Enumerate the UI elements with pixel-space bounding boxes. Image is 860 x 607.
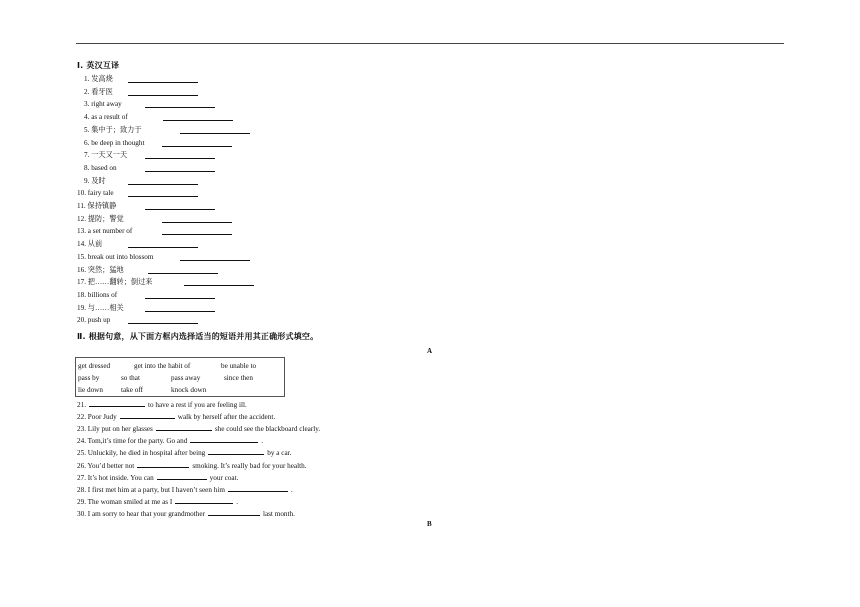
answer-blank[interactable] (145, 311, 215, 312)
vocab-item-label: 19. 与……相关 (77, 303, 124, 312)
sentence-row (77, 412, 275, 422)
sentence-row (77, 461, 307, 471)
answer-blank[interactable] (145, 171, 215, 172)
header-rule (76, 43, 784, 44)
vocab-item-label: 8. based on (84, 163, 117, 172)
answer-blank[interactable] (208, 448, 264, 455)
sentence-text: last month. (262, 509, 295, 518)
sentence-text: . (236, 497, 239, 506)
sentence-text: to have a rest if you are feeling ill. (147, 401, 247, 409)
sentence-text: your coat. (209, 473, 239, 482)
answer-blank[interactable] (128, 82, 198, 83)
phrase: be unable to (221, 362, 257, 370)
answer-blank[interactable] (184, 285, 254, 286)
sentence-row (77, 424, 320, 434)
sentence-row (77, 400, 247, 410)
phrase: knock down (171, 386, 207, 394)
section-2-title: Ⅱ. 根据句意，从下面方框内选择适当的短语并用其正确形式填空。 (77, 332, 319, 341)
phrase: since then (224, 374, 253, 382)
phrase: pass by (78, 374, 100, 382)
answer-blank[interactable] (128, 196, 198, 197)
answer-blank[interactable] (180, 133, 250, 134)
phrase: get dressed (78, 362, 111, 370)
answer-blank[interactable] (128, 184, 198, 185)
phrase: get into the habit of (134, 362, 191, 370)
answer-blank[interactable] (157, 473, 207, 480)
answer-blank[interactable] (148, 273, 218, 274)
vocab-item-label: 2. 看牙医 (84, 87, 113, 96)
vocab-item-label: 12. 提防；警觉 (77, 214, 124, 223)
vocab-item-label: 13. a set number of (77, 227, 133, 236)
vocab-item-label: 14. 从前 (77, 240, 103, 249)
sentence-text: 25. Unluckily, he died in hospital after being (77, 449, 206, 458)
sentence-text: 22. Poor Judy (77, 413, 117, 422)
phrase-box (75, 357, 285, 397)
vocab-item-label: 16. 突然；猛地 (77, 265, 124, 274)
vocab-item-label: 15. break out into blossom (77, 252, 154, 261)
sentence-row (77, 509, 295, 519)
part-b-label: B (427, 520, 432, 528)
sentence-text: 21. (77, 401, 86, 409)
sentence-text: smoking. It’s really bad for your health. (192, 461, 307, 470)
vocab-item-label: 10. fairy tale (77, 189, 114, 198)
vocab-item-label: 3. right away (84, 100, 122, 109)
sentence-text: 24. Tom,it’s time for the party. Go and (77, 437, 188, 446)
sentence-text: 27. It’s hot inside. You can (77, 473, 154, 482)
vocab-item-label: 18. billions of (77, 290, 118, 299)
phrase: take off (121, 386, 144, 394)
answer-blank[interactable] (156, 424, 212, 431)
answer-blank[interactable] (128, 247, 198, 248)
answer-blank[interactable] (228, 485, 288, 492)
phrase: lie down (78, 386, 103, 394)
sentence-text: by a car. (267, 449, 292, 458)
answer-blank[interactable] (175, 497, 233, 504)
vocab-item-label: 20. push up (77, 316, 111, 325)
sentence-text: walk by herself after the accident. (177, 413, 276, 422)
vocab-item-label: 9. 及时 (84, 176, 106, 185)
vocab-item-label: 7. 一天又一天 (84, 151, 128, 160)
answer-blank[interactable] (163, 120, 233, 121)
answer-blank[interactable] (128, 323, 198, 324)
sentence-row (77, 485, 293, 495)
sentence-text: 30. I am sorry to hear that your grandmother (77, 509, 205, 518)
phrase: so that (121, 374, 140, 382)
answer-blank[interactable] (162, 222, 232, 223)
answer-blank[interactable] (162, 146, 232, 147)
vocab-item-label: 5. 集中于；致力于 (84, 125, 142, 134)
answer-blank[interactable] (145, 298, 215, 299)
sentence-row (77, 473, 238, 483)
answer-blank[interactable] (120, 412, 175, 419)
vocab-item-label: 17. 把……翻转；倒过来 (77, 278, 153, 287)
sentence-text: 28. I first met him at a party, but I haven’t seen him (77, 485, 225, 494)
answer-blank[interactable] (89, 400, 145, 407)
answer-blank[interactable] (145, 209, 215, 210)
sentence-text: . (261, 437, 264, 446)
answer-blank[interactable] (190, 436, 258, 443)
phrase: pass away (171, 374, 201, 382)
answer-blank[interactable] (180, 260, 250, 261)
answer-blank[interactable] (137, 461, 189, 468)
vocab-item-label: 6. be deep in thought (84, 138, 145, 147)
answer-blank[interactable] (145, 158, 215, 159)
answer-blank[interactable] (208, 509, 260, 516)
sentence-row (77, 448, 291, 458)
sentence-text: 23. Lily put on her glasses (77, 425, 153, 434)
sentence-text: 29. The woman smiled at me as I (77, 497, 173, 506)
vocab-item-label: 1. 发高烧 (84, 75, 113, 83)
sentence-text: 26. You’d better not (77, 461, 135, 470)
sentence-text: . (290, 485, 293, 494)
sentence-row (77, 497, 238, 507)
sentence-text: she could see the blackboard clearly. (214, 425, 321, 434)
answer-blank[interactable] (162, 234, 232, 235)
sentence-row (77, 436, 263, 446)
answer-blank[interactable] (128, 95, 198, 96)
answer-blank[interactable] (145, 107, 215, 108)
part-a-label: A (427, 347, 433, 355)
section-1-title: Ⅰ. 英汉互译 (77, 61, 120, 70)
vocab-item-label: 11. 保持镇静 (77, 202, 117, 210)
vocab-item-label: 4. as a result of (84, 113, 128, 122)
